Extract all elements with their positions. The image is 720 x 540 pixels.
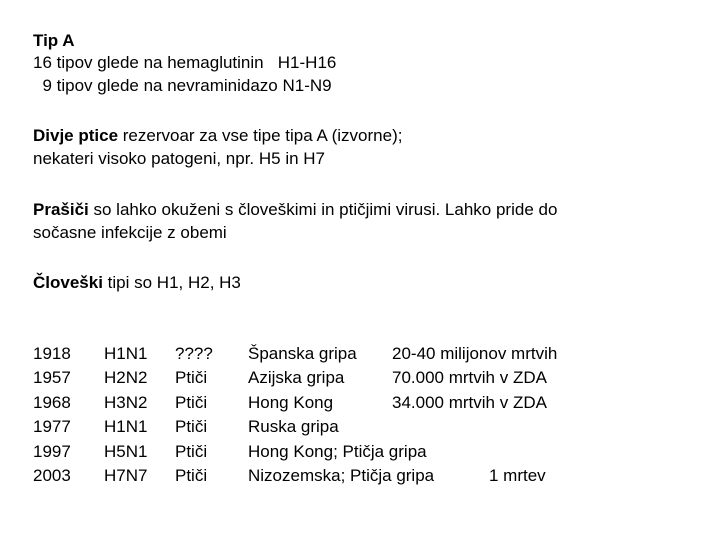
deaths-cell: 70.000 mrtvih v ZDA [392, 368, 547, 388]
pandemic-name-cell: Ruska gripa [248, 417, 339, 437]
origin-cell: Ptiči [175, 392, 208, 412]
hemagglutinin-line: 16 tipov glede na hemaglutinin H1-H16 [33, 53, 337, 72]
type-a-title: Tip A [33, 31, 75, 50]
pigs-line-1: Prašiči so lahko okuženi s človeškimi in ptičjimi virusi. Lahko pride do [33, 200, 558, 219]
subtype-cell: H2N2 [104, 368, 148, 388]
human-label: Človeški [33, 273, 103, 292]
human-line: Človeški tipi so H1, H2, H3 [33, 273, 241, 292]
wild-birds-label: Divje ptice [33, 126, 119, 145]
origin-cell: Ptiči [175, 368, 208, 388]
year-cell: 1918 [33, 344, 71, 363]
pigs-label: Prašiči [33, 200, 89, 219]
year-cell: 1977 [33, 417, 71, 437]
wild-birds-line-1: Divje ptice rezervoar za vse tipe tipa A (izvorne); [33, 126, 403, 145]
pandemic-name-cell: Azijska gripa [248, 368, 345, 388]
year-cell: 1968 [33, 392, 71, 412]
subtype-cell: H7N7 [104, 466, 148, 485]
wild-birds-line-2: nekateri visoko patogeni, npr. H5 in H7 [33, 149, 326, 168]
origin-cell: Ptiči [175, 417, 208, 437]
pigs-line-2: sočasne infekcije z obemi [33, 223, 227, 242]
year-cell: 2003 [33, 466, 71, 485]
subtype-cell: H1N1 [104, 417, 148, 437]
year-cell: 1997 [33, 441, 71, 461]
origin-cell: Ptiči [175, 466, 208, 485]
deaths-cell: 20-40 milijonov mrtvih [392, 344, 558, 363]
subtype-cell: H3N2 [104, 392, 148, 412]
origin-cell: Ptiči [175, 441, 208, 461]
neuraminidase-line: 9 tipov glede na nevraminidazo N1-N9 [33, 76, 332, 95]
deaths-cell: 34.000 mrtvih v ZDA [392, 392, 547, 412]
pandemic-name-cell: Španska gripa [248, 344, 357, 363]
subtype-cell: H1N1 [104, 344, 148, 363]
pandemic-name-cell: Hong Kong [248, 392, 334, 412]
deaths-cell: 1 mrtev [489, 466, 546, 485]
year-cell: 1957 [33, 368, 71, 388]
pandemic-name-cell: Nizozemska; Ptičja gripa [248, 466, 435, 485]
origin-cell: ???? [175, 344, 213, 363]
subtype-cell: H5N1 [104, 441, 148, 461]
pandemic-name-cell: Hong Kong; Ptičja gripa [248, 441, 427, 461]
